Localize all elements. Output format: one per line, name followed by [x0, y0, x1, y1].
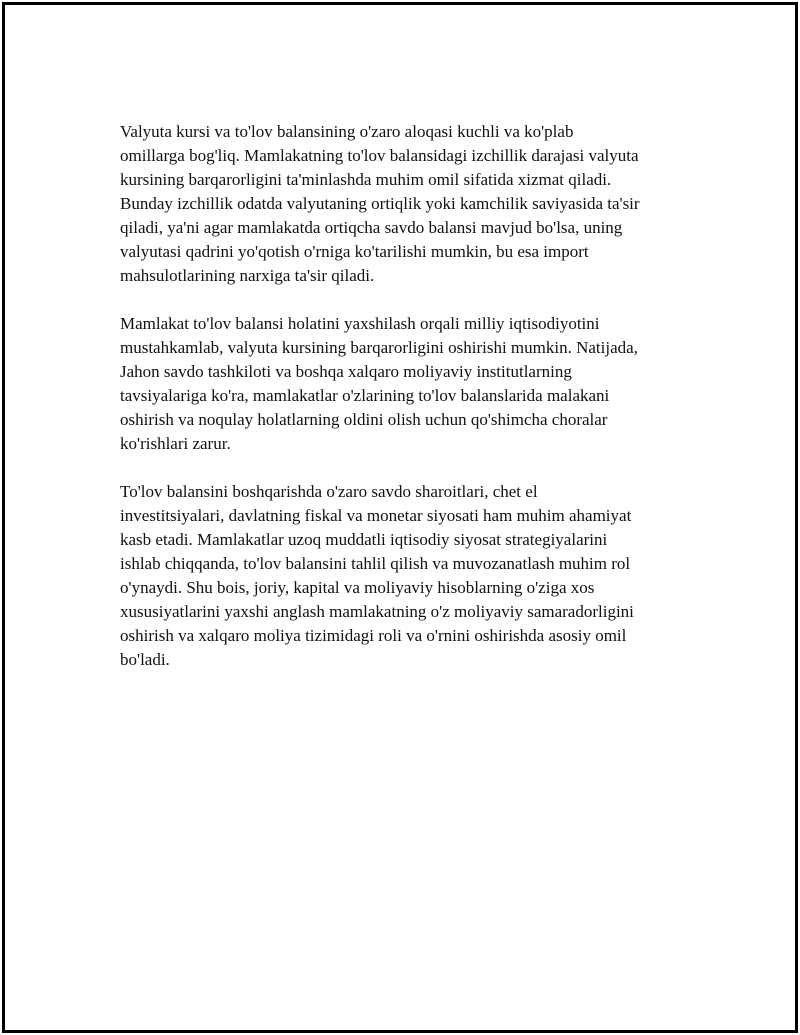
- text-line: oshirish va noqulay holatlarning oldini olish uchun qo'shimcha choralar: [120, 410, 608, 429]
- text-line: To'lov balansini boshqarishda o'zaro savdo sharoitlari, chet el: [120, 482, 538, 501]
- text-line: o'ynaydi. Shu bois, joriy, kapital va moliyaviy hisoblarning o'ziga xos: [120, 578, 595, 597]
- text-line: Mamlakat to'lov balansi holatini yaxshilash orqali milliy iqtisodiyotini: [120, 314, 600, 333]
- text-line: ko'rishlari zarur.: [120, 434, 231, 453]
- document-body: [120, 120, 700, 696]
- text-line: kursining barqarorligini ta'minlashda muhim omil sifatida xizmat qiladi.: [120, 170, 612, 189]
- text-line: ishlab chiqqanda, to'lov balansini tahlil qilish va muvozanatlash muhim rol: [120, 554, 631, 573]
- text-line: qiladi, ya'ni agar mamlakatda ortiqcha savdo balansi mavjud bo'lsa, uning: [120, 218, 623, 237]
- text-line: Bunday izchillik odatda valyutaning ortiqlik yoki kamchilik saviyasida ta'sir: [120, 194, 640, 213]
- page-frame: [2, 2, 798, 1033]
- paragraph-1: [120, 120, 700, 288]
- text-line: mustahkamlab, valyuta kursining barqarorligini oshirishi mumkin. Natijada,: [120, 338, 638, 357]
- paragraph-2: [120, 312, 700, 456]
- text-line: Valyuta kursi va to'lov balansining o'zaro aloqasi kuchli va ko'plab: [120, 122, 574, 141]
- text-line: Jahon savdo tashkiloti va boshqa xalqaro moliyaviy institutlarning: [120, 362, 572, 381]
- text-line: kasb etadi. Mamlakatlar uzoq muddatli iqtisodiy siyosat strategiyalarini: [120, 530, 608, 549]
- text-line: mahsulotlarining narxiga ta'sir qiladi.: [120, 266, 375, 285]
- paragraph-3: [120, 480, 700, 672]
- text-line: bo'ladi.: [120, 650, 170, 669]
- text-line: oshirish va xalqaro moliya tizimidagi roli va o'rnini oshirishda asosiy omil: [120, 626, 627, 645]
- text-line: valyutasi qadrini yo'qotish o'rniga ko'tarilishi mumkin, bu esa import: [120, 242, 589, 261]
- text-line: investitsiyalari, davlatning fiskal va monetar siyosati ham muhim ahamiyat: [120, 506, 632, 525]
- text-line: tavsiyalariga ko'ra, mamlakatlar o'zlarining to'lov balanslarida malakani: [120, 386, 610, 405]
- text-line: omillarga bog'liq. Mamlakatning to'lov balansidagi izchillik darajasi valyuta: [120, 146, 639, 165]
- text-line: xususiyatlarini yaxshi anglash mamlakatning o'z moliyaviy samaradorligini: [120, 602, 634, 621]
